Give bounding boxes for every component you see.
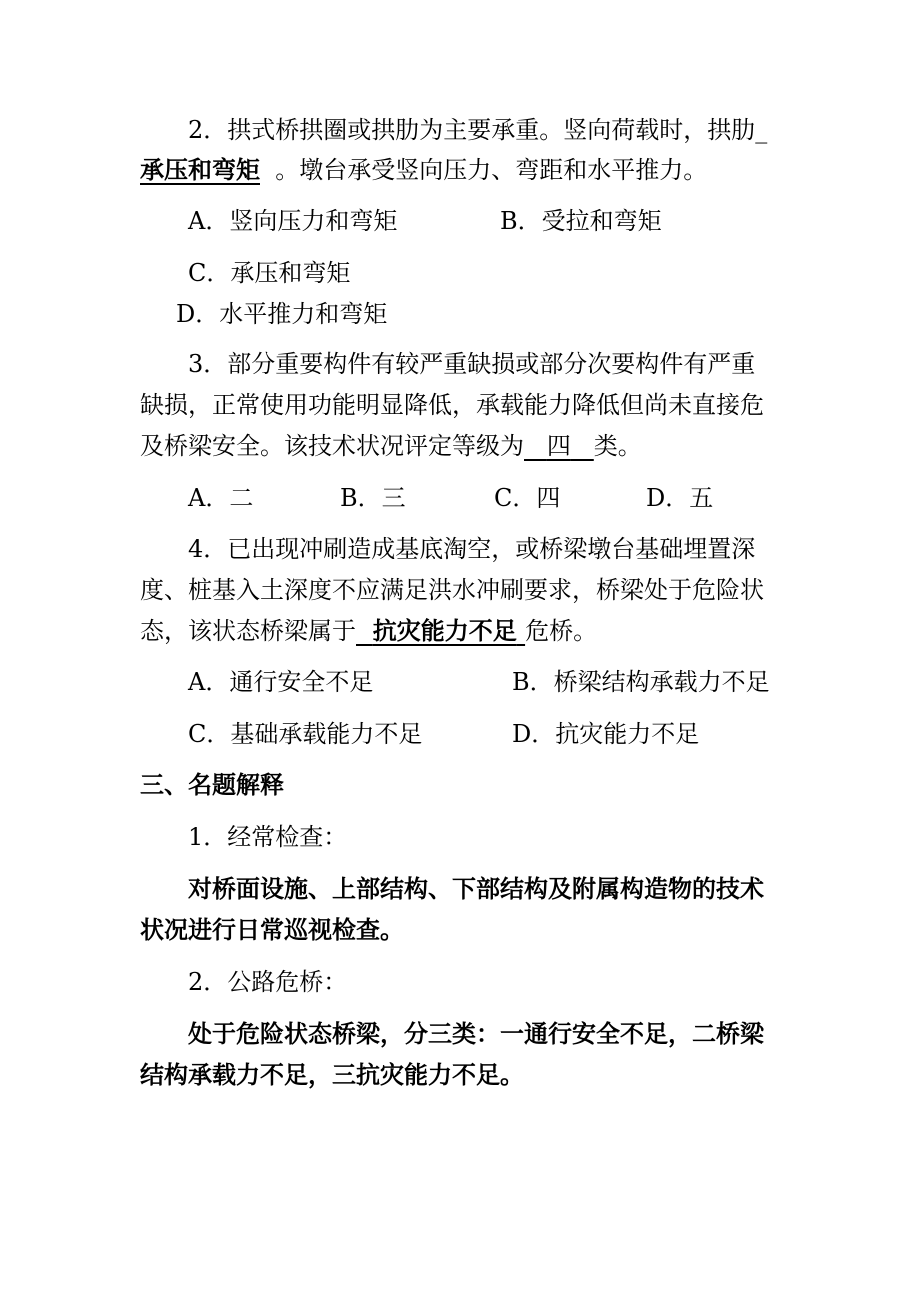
q3-answer: 四 <box>546 432 571 460</box>
q4-line2: 度、桩基入土深度不应满足洪水冲刷要求，桥梁处于危险状 <box>140 576 764 604</box>
q2-option-a: A．竖向压力和弯矩 <box>188 207 398 235</box>
q3-line3-pre: 及桥梁安全。该技术状况评定等级为 <box>140 432 524 460</box>
section3-title: 三、名题解释 <box>140 771 284 799</box>
q2-line2 <box>140 156 707 184</box>
q3-line3 <box>140 432 642 460</box>
q2-option-b: B．受拉和弯矩 <box>500 207 662 235</box>
q3-option-a: A．二 <box>188 484 254 512</box>
term2-label: 2．公路危桥： <box>188 968 348 996</box>
q2-option-d: D．水平推力和弯矩 <box>176 300 388 328</box>
q4-line1: 4．已出现冲刷造成基底淘空，或桥梁墩台基础埋置深 <box>188 535 756 563</box>
q2-line2-rest: 。墩台承受竖向压力、弯距和水平推力。 <box>275 156 708 184</box>
q4-answer-blank <box>356 617 525 645</box>
term1-definition-line1: 对桥面设施、上部结构、下部结构及附属构造物的技术 <box>188 875 764 903</box>
q4-answer: 抗灾能力不足 <box>372 617 517 645</box>
q4-option-d: D．抗灾能力不足 <box>512 720 700 748</box>
q3-line3-post: 类。 <box>593 432 642 460</box>
q3-line1: 3．部分重要构件有较严重缺损或部分次要构件有严重 <box>188 350 756 378</box>
term1-definition-line2: 状况进行日常巡视检查。 <box>140 916 404 944</box>
q4-line3 <box>140 617 597 645</box>
q3-line2: 缺损，正常使用功能明显降低，承载能力降低但尚未直接危 <box>140 391 764 419</box>
q4-line3-post: 危桥。 <box>525 617 598 645</box>
q2-answer: 承压和弯矩 <box>140 156 260 184</box>
term2-definition-line2: 结构承载力不足，三抗灾能力不足。 <box>140 1061 524 1089</box>
q3-option-b: B．三 <box>340 484 406 512</box>
q2-line1: 2．拱式桥拱圈或拱肋为主要承重。竖向荷载时，拱肋_ <box>188 116 768 144</box>
term1-label: 1．经常检查： <box>188 823 348 851</box>
q4-option-a: A．通行安全不足 <box>188 668 374 696</box>
q4-option-b: B．桥梁结构承载力不足 <box>512 668 770 696</box>
q3-answer-blank <box>524 432 594 460</box>
q2-option-c: C．承压和弯矩 <box>188 259 351 287</box>
q4-line3-pre: 态，该状态桥梁属于 <box>140 617 356 645</box>
q4-option-c: C．基础承载能力不足 <box>188 720 423 748</box>
term2-definition-line1: 处于危险状态桥梁，分三类：一通行安全不足，二桥梁 <box>188 1020 764 1048</box>
q3-option-c: C．四 <box>494 484 561 512</box>
q3-option-d: D．五 <box>646 484 714 512</box>
